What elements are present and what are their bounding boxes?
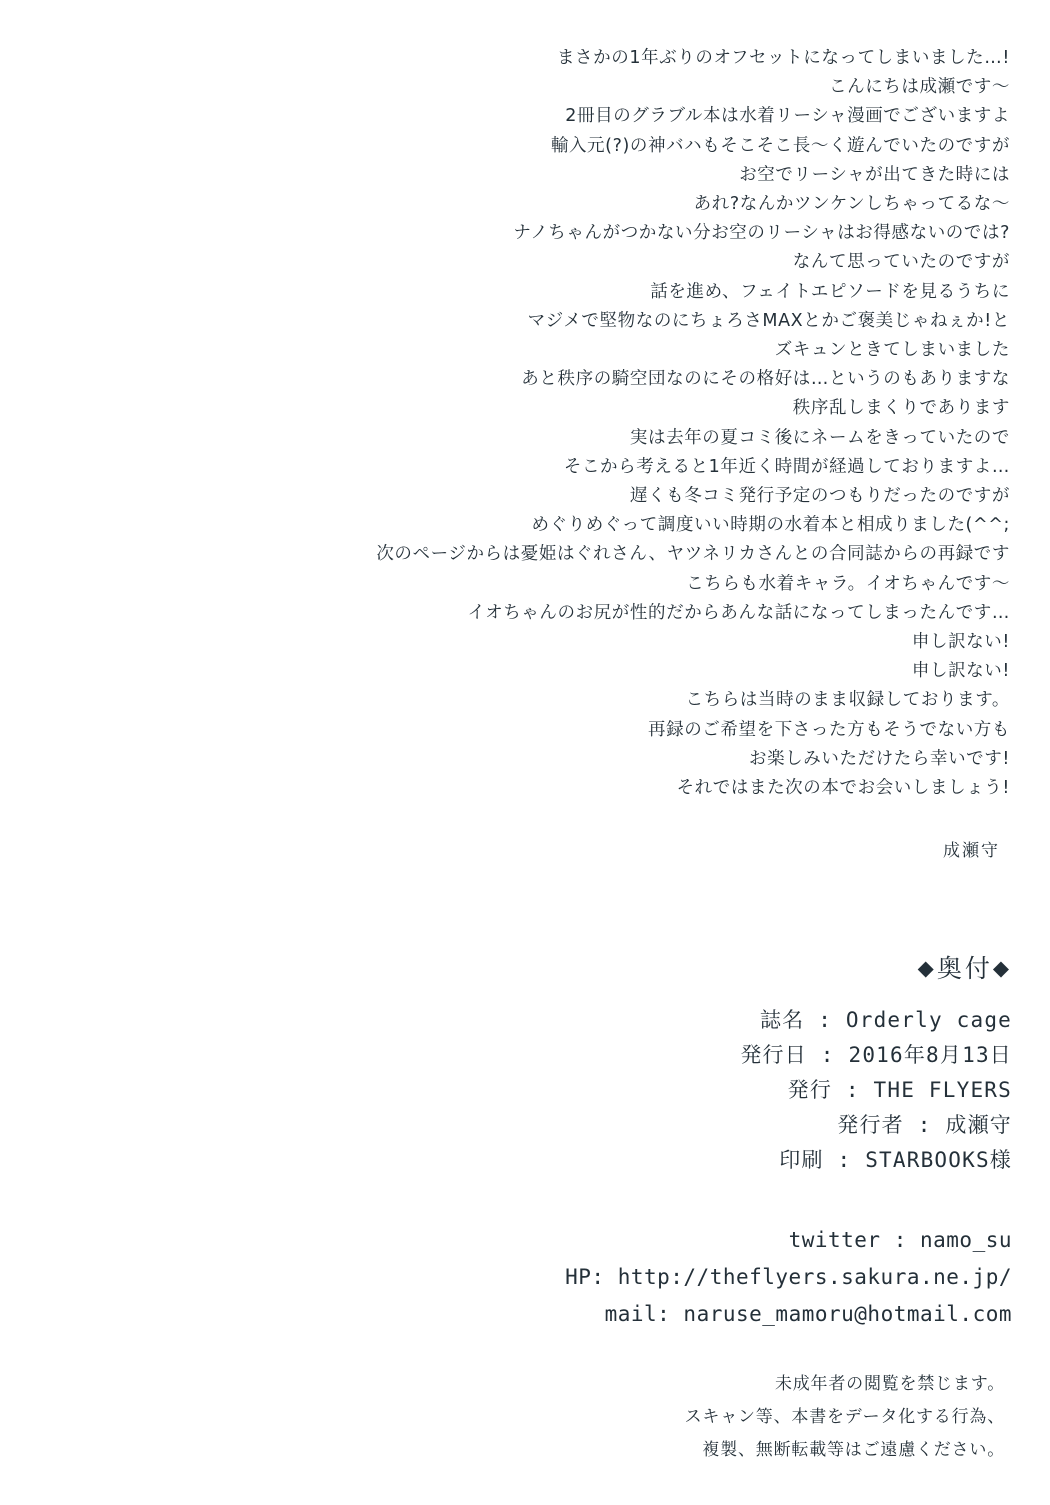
afterword-line: こんにちは成瀬です～ bbox=[829, 77, 1010, 98]
afterword-line: 2冊目のグラブル本は水着リーシャ漫画でございますよ bbox=[565, 106, 1010, 127]
afterword-line: こちらも水着キャラ。イオちゃんです～ bbox=[686, 573, 1010, 594]
diamond-right-icon: ◆ bbox=[992, 956, 1012, 980]
afterword-line: 実は去年の夏コミ後にネームをきっていたので bbox=[629, 427, 1010, 448]
afterword-line: お楽しみいただけたら幸いです! bbox=[748, 748, 1010, 769]
afterword-line: めぐりめぐって調度いい時期の水着本と相成りました(^^; bbox=[531, 515, 1010, 536]
afterword-text-block bbox=[0, 44, 1010, 866]
colophon-entry-circle: 発行 : THE FLYERS bbox=[787, 1078, 1012, 1102]
colophon-entry-title: 誌名 : Orderly cage bbox=[759, 1008, 1012, 1032]
afterword-line: 遅くも冬コミ発行予定のつもりだったのですが bbox=[629, 486, 1010, 507]
colophon-heading bbox=[0, 952, 1012, 985]
afterword-line: あと秩序の騎空団なのにその格好は…というのもありますな bbox=[521, 369, 1010, 390]
colophon-block bbox=[0, 952, 1012, 1178]
afterword-line: 話を進め、フェイトエピソードを見るうちに bbox=[650, 281, 1010, 302]
contact-homepage: HP: http://theflyers.sakura.ne.jp/ bbox=[565, 1265, 1012, 1289]
afterword-line: 申し訳ない! bbox=[911, 661, 1010, 682]
colophon-heading-label: 奥付 bbox=[936, 954, 993, 983]
afterword-line: 申し訳ない! bbox=[911, 632, 1010, 653]
contact-twitter: twitter : namo_su bbox=[788, 1228, 1012, 1252]
notice-line: 複製、無断転載等はご遠慮ください。 bbox=[702, 1440, 1005, 1460]
colophon-entry-printer: 印刷 : STARBOOKS様 bbox=[779, 1148, 1012, 1172]
notice-line: スキャン等、本書をデータ化する行為、 bbox=[684, 1407, 1005, 1427]
afterword-line: それではまた次の本でお会いしましょう! bbox=[676, 778, 1010, 799]
afterword-line: あれ?なんかツンケンしちゃってるな～ bbox=[693, 194, 1010, 215]
colophon-entries bbox=[0, 1003, 1012, 1178]
diamond-left-icon: ◆ bbox=[917, 956, 937, 980]
afterword-line: まさかの1年ぶりのオフセットになってしまいました…! bbox=[556, 48, 1010, 68]
afterword-line: こちらは当時のまま収録しております。 bbox=[685, 690, 1010, 711]
afterword-line: そこから考えると1年近く時間が経過しておりますよ… bbox=[563, 456, 1010, 477]
afterword-line: 再録のご希望を下さった方もそうでない方も bbox=[648, 719, 1010, 740]
afterword-line: 秩序乱しまくりであります bbox=[792, 398, 1010, 419]
afterword-line: 次のページからは憂姫はぐれさん、ヤツネリカさんとの合同誌からの再録です bbox=[376, 544, 1010, 565]
contact-mail: mail: naruse_mamoru@hotmail.com bbox=[604, 1302, 1012, 1326]
notice-line: 未成年者の閲覧を禁じます。 bbox=[774, 1374, 1005, 1394]
afterword-line: ズキュンときてしまいました bbox=[774, 340, 1010, 361]
contact-block bbox=[0, 1222, 1012, 1333]
afterword-line: マジメで堅物なのにちょろさMAXとかご褒美じゃねぇか!と bbox=[527, 310, 1010, 331]
afterword-line: 輸入元(?)の神バハもそこそこ長～く遊んでいたのですが bbox=[550, 135, 1010, 156]
colophon-entry-author: 発行者 : 成瀬守 bbox=[837, 1113, 1012, 1137]
afterword-line: ナノちゃんがつかない分お空のリーシャはお得感ないのでは? bbox=[513, 223, 1010, 244]
afterword-line: お空でリーシャが出てきた時には bbox=[739, 164, 1010, 185]
legal-notice-block bbox=[0, 1368, 1005, 1467]
author-signature: 成瀬守 bbox=[943, 841, 1000, 862]
afterword-line: イオちゃんのお尻が性的だからあんな話になってしまったんです… bbox=[467, 602, 1010, 623]
colophon-entry-date: 発行日 : 2016年8月13日 bbox=[740, 1043, 1012, 1067]
afterword-line: なんて思っていたのですが bbox=[792, 252, 1010, 273]
